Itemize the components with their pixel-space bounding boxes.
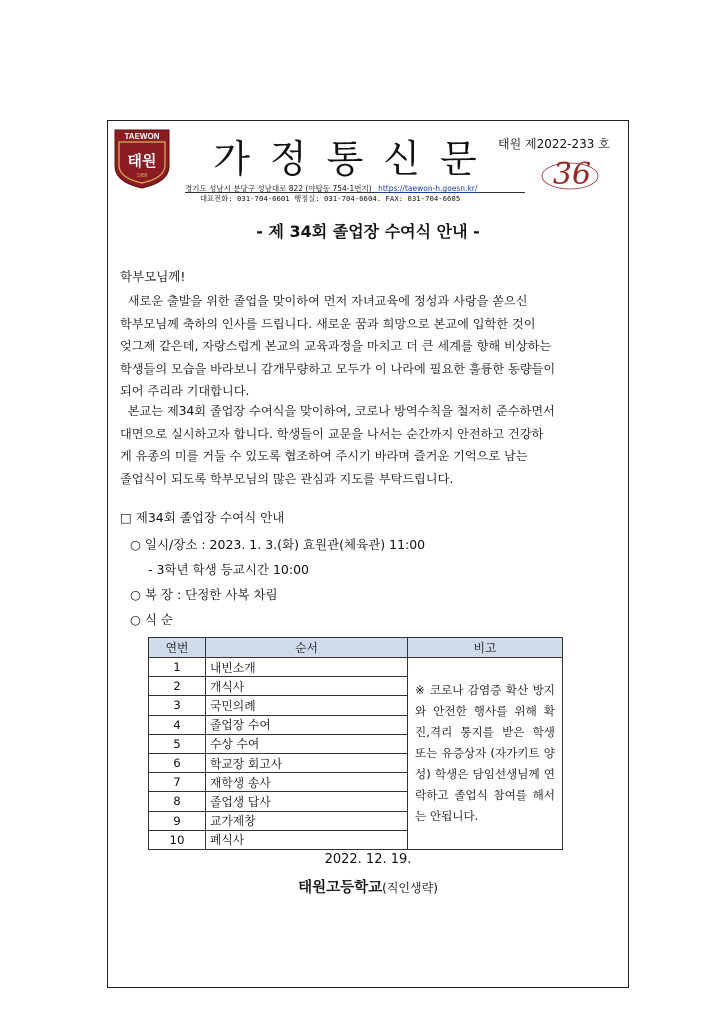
- row-number: 7: [149, 773, 206, 792]
- issue-date: 2022. 12. 19.: [324, 852, 412, 867]
- greeting: 학부모님께!: [120, 269, 186, 284]
- row-number: 10: [149, 830, 206, 849]
- row-item: 폐식사: [206, 830, 408, 849]
- svg-text:TAEWON: TAEWON: [124, 132, 160, 141]
- school-url-link[interactable]: https://taewon-h.goesn.kr/: [378, 184, 478, 193]
- svg-text:태원: 태원: [127, 152, 157, 170]
- order-heading: ○ 식 순: [130, 612, 174, 627]
- row-number: 9: [149, 811, 206, 830]
- school-logo: [111, 128, 173, 190]
- issue-number: 태원 제2022-233 호: [498, 137, 610, 151]
- paragraph-line: 새로운 출발을 위한 졸업을 맞이하여 먼저 자녀교육에 정성과 사랑을 쏟으신: [120, 294, 528, 308]
- row-item: 졸업생 답사: [206, 792, 408, 811]
- row-number: 3: [149, 696, 206, 715]
- section-heading: □ 제34회 졸업장 수여식 안내: [120, 510, 285, 525]
- paragraph-line: 엊그제 같은데, 자랑스럽게 본교의 교육과정을 마치고 더 큰 세계를 향해 비상하는: [120, 339, 552, 353]
- column-header-note: 비고: [408, 638, 563, 658]
- table-row: [149, 658, 563, 677]
- document-title: 가정통신문: [213, 137, 497, 181]
- row-item: 내빈소개: [206, 658, 408, 677]
- row-item: 수상 수여: [206, 734, 408, 753]
- paragraph-ceremony-plan: [120, 400, 612, 490]
- address-line: [185, 183, 477, 194]
- row-item: 졸업장 수여: [206, 715, 408, 734]
- paragraph-line: 되어 주리라 기대합니다.: [120, 384, 250, 398]
- row-item: 국민의례: [206, 696, 408, 715]
- paragraph-line: 학부모님께 축하의 인사를 드립니다. 새로운 꿈과 희망으로 본교에 입학한 것이: [120, 316, 536, 331]
- row-number: 6: [149, 753, 206, 772]
- row-item: 개식사: [206, 677, 408, 696]
- row-number: 1: [149, 658, 206, 677]
- seal-note: (직인생략): [382, 881, 438, 895]
- row-number: 5: [149, 734, 206, 753]
- row-number: 2: [149, 677, 206, 696]
- schedule-datetime: ○ 일시/장소 : 2023. 1. 3.(화) 효원관(체육관) 11:00: [130, 537, 426, 552]
- row-item: 학교장 회고사: [206, 753, 408, 772]
- row-item: 재학생 송사: [206, 773, 408, 792]
- column-header-order: 순서: [206, 638, 408, 658]
- paragraph-line: 대면으로 실시하고자 합니다. 학생들이 교문을 나서는 순간까지 안전하고 건강하: [120, 426, 544, 441]
- paragraph-line: 게 유종의 미를 거둘 수 있도록 협조하여 주시기 바라며 즐거운 기억으로 남는: [120, 449, 528, 463]
- row-number: 8: [149, 792, 206, 811]
- school-name: 태원고등학교: [298, 880, 383, 896]
- ceremony-order-table: [148, 637, 563, 850]
- covid-note: ※ 코로나 감염증 확산 방지와 안전한 행사를 위해 확진,격리 통지를 받은 학생 또는 유증상자 (자가키트 양성) 학생은 담임선생님께 연락하고 졸업식 참여를 해서는 안됩니다.: [408, 658, 563, 850]
- arrival-time: - 3학년 학생 등교시간 10:00: [148, 562, 309, 577]
- column-header-no: 연번: [149, 638, 206, 658]
- paragraph-line: 졸업식이 되도록 학부모님의 많은 관심과 지도를 부탁드립니다.: [120, 471, 454, 486]
- paragraph-line: 학생들의 모습을 바라보니 감개무량하고 모두가 이 나라에 필요한 훌륭한 동량들이: [120, 361, 556, 376]
- table-header-row: [149, 638, 563, 658]
- svg-text:1986: 1986: [136, 173, 148, 179]
- school-address: 경기도 성남시 분당구 성남대로 822 (야탑동 754-1번지): [185, 184, 372, 193]
- row-number: 4: [149, 715, 206, 734]
- anniversary-emblem: [540, 150, 602, 196]
- svg-text:36: 36: [552, 157, 592, 192]
- dress-code: ○ 복 장 : 단정한 사복 차림: [130, 587, 278, 602]
- notice-title: - 제 34회 졸업장 수여식 안내 -: [256, 222, 480, 241]
- paragraph-congratulations: [120, 290, 612, 403]
- school-signature: [107, 876, 629, 897]
- contact-line: 대표전화: 031-704-6601 행정실: 031-704-6604. FAX: 031-704-6605: [200, 194, 461, 203]
- row-item: 교가제창: [206, 811, 408, 830]
- paragraph-line: 본교는 제34회 졸업장 수여식을 맞이하여, 코로나 방역수칙을 철저히 준수하면서: [120, 404, 555, 418]
